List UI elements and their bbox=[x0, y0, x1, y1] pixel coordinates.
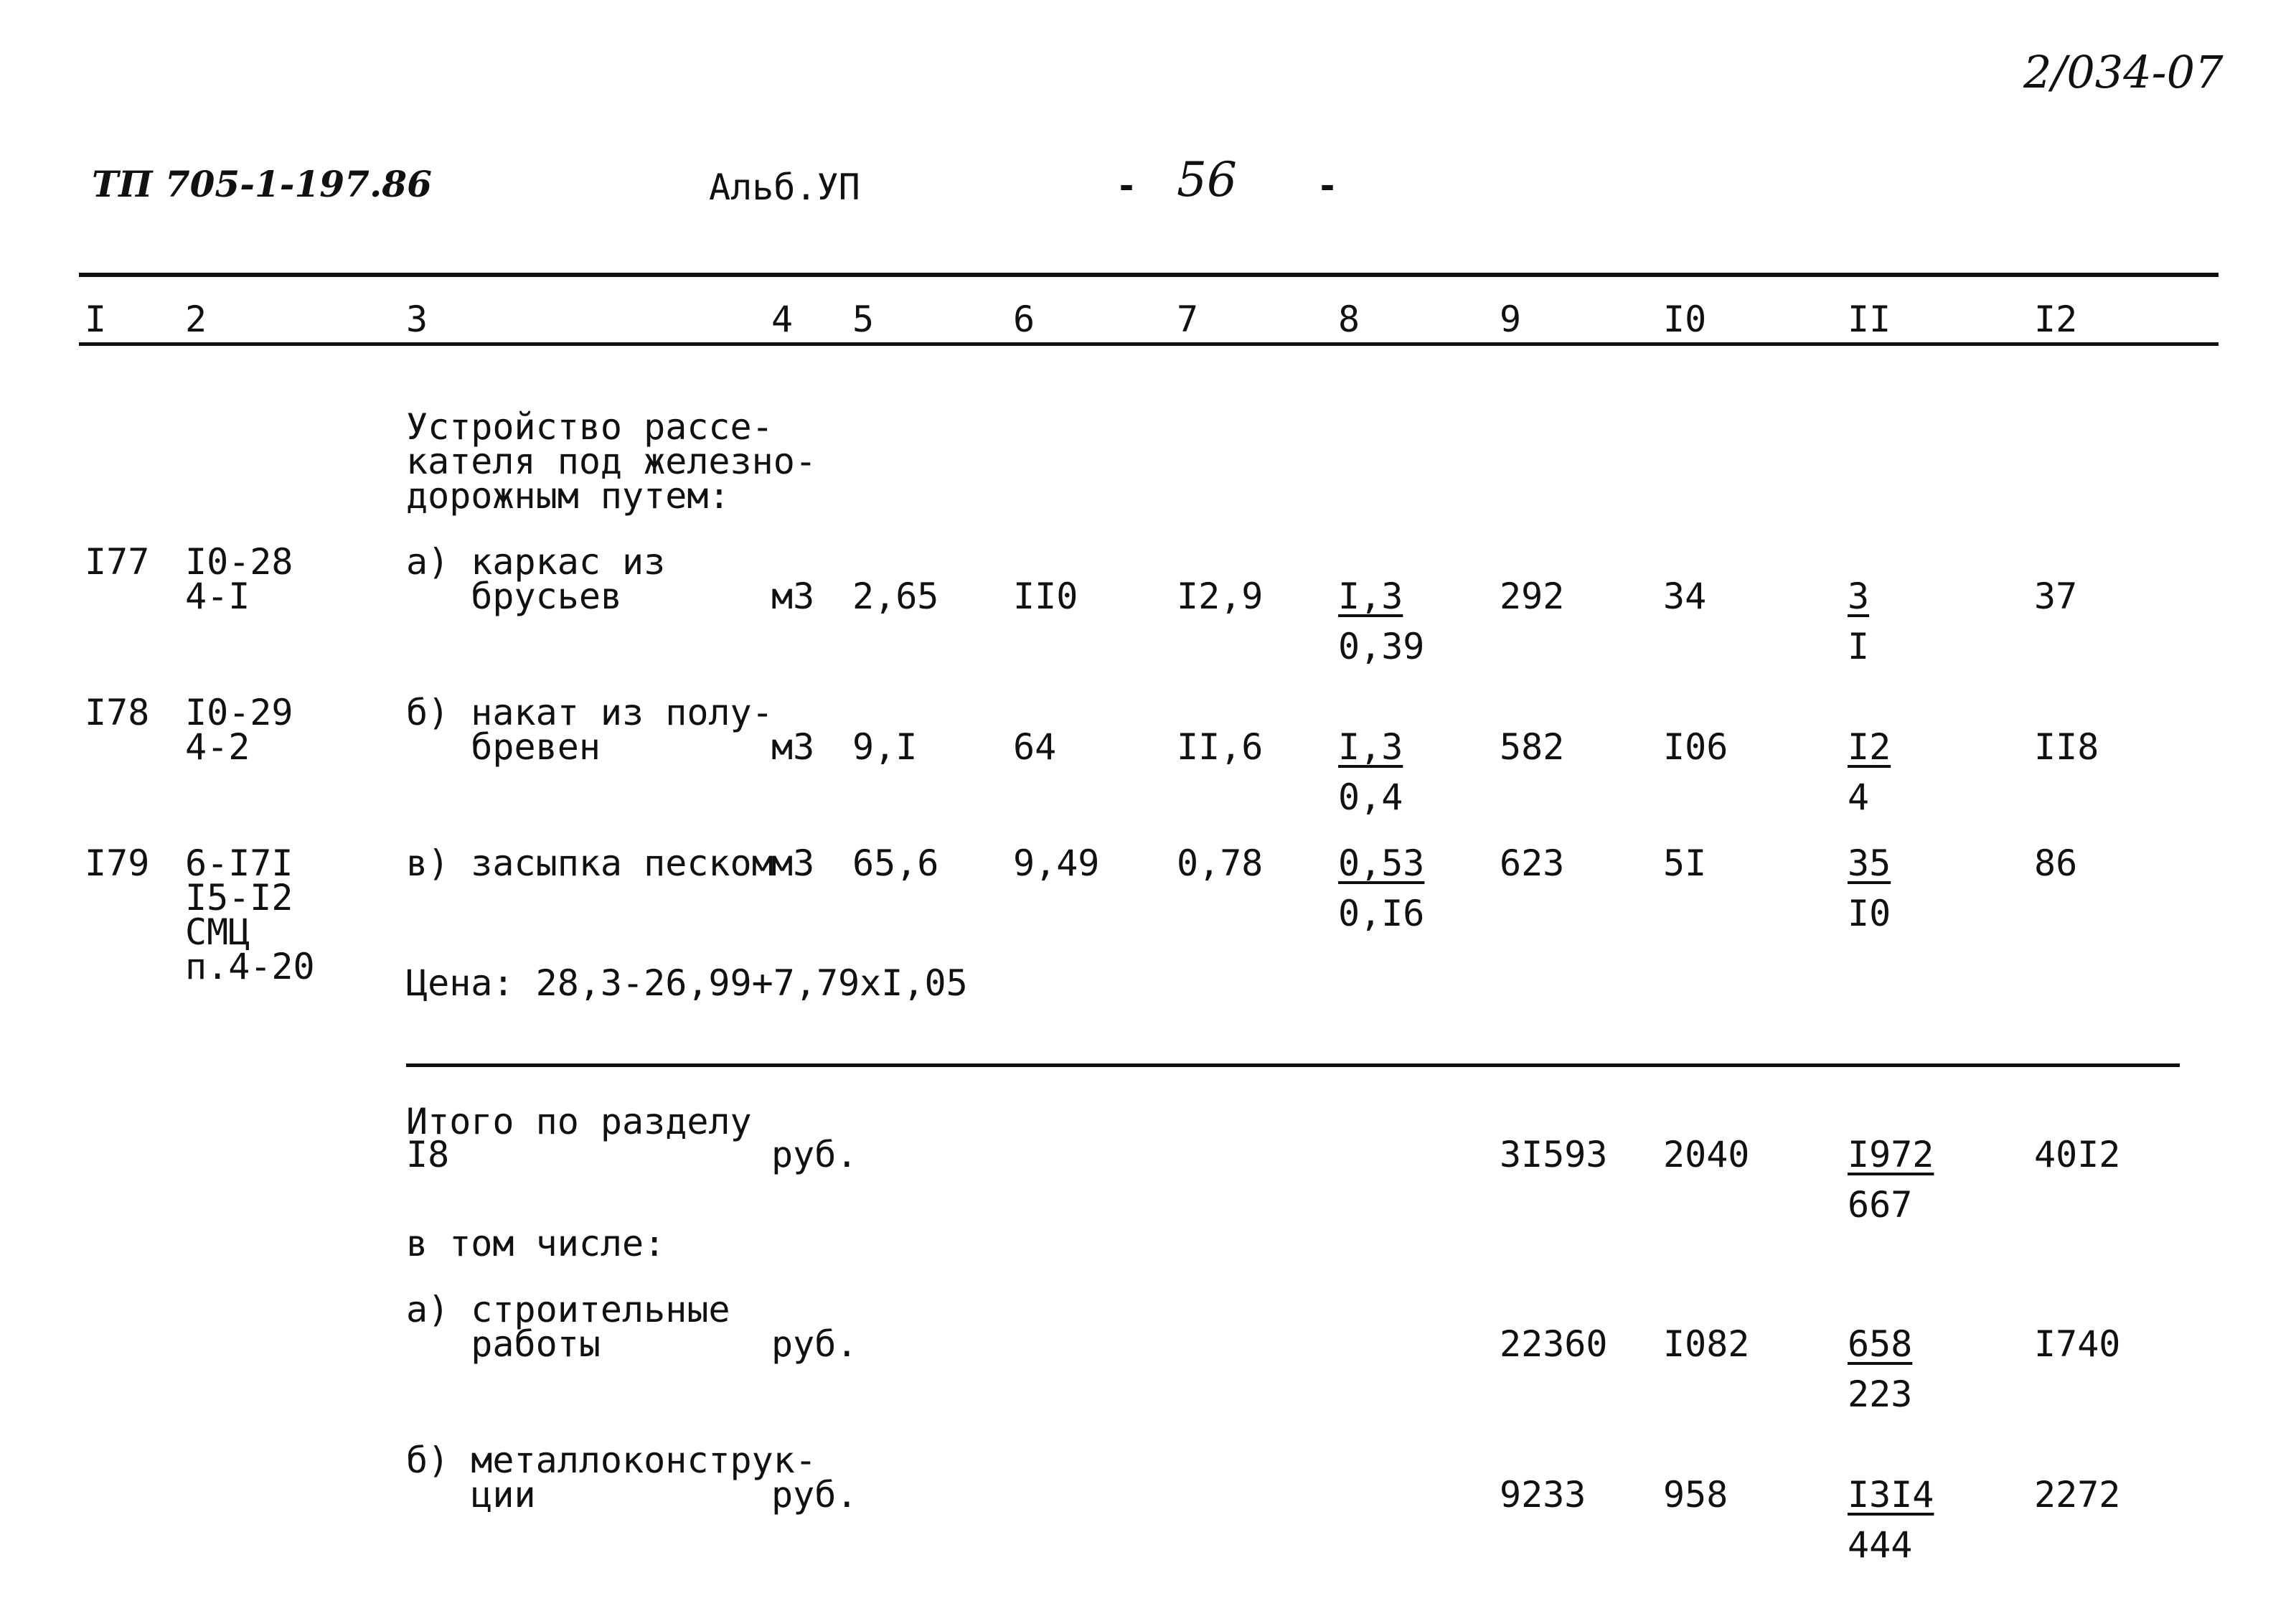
totals-item-description: ции bbox=[406, 1474, 536, 1516]
col-header-1: I bbox=[85, 299, 107, 340]
totals-col-12: 40I2 bbox=[2034, 1134, 2121, 1175]
row-col-10: I06 bbox=[1663, 726, 1728, 768]
row-col-12: II8 bbox=[2034, 726, 2099, 768]
totals-item-col-11-denominator: 223 bbox=[1848, 1373, 1913, 1415]
totals-item-col-10: I082 bbox=[1663, 1323, 1750, 1365]
row-number: I77 bbox=[85, 541, 150, 583]
row-col-10: 34 bbox=[1663, 576, 1707, 617]
table-top-rule bbox=[79, 273, 2219, 277]
col-header-5: 5 bbox=[852, 299, 875, 340]
row-unit: м3 bbox=[771, 576, 815, 617]
col-header-2: 2 bbox=[185, 299, 207, 340]
totals-item-unit: руб. bbox=[771, 1323, 858, 1365]
row-col-7: 0,78 bbox=[1177, 842, 1264, 884]
row-col-8-numerator: I,3 bbox=[1338, 576, 1403, 617]
row-col-11-numerator: 35 bbox=[1848, 842, 1891, 884]
row-col-9: 623 bbox=[1500, 842, 1565, 884]
col-header-9: 9 bbox=[1500, 299, 1522, 340]
row-col-10: 5I bbox=[1663, 842, 1707, 884]
col-header-11: II bbox=[1848, 299, 1891, 340]
totals-item-col-11-numerator: 658 bbox=[1848, 1323, 1913, 1365]
row-code: СМЦ bbox=[185, 911, 250, 953]
table-header-rule bbox=[79, 342, 2219, 346]
page-number: 56 bbox=[1177, 152, 1237, 207]
row-code: I0-28 bbox=[185, 541, 293, 583]
row-quantity: 2,65 bbox=[852, 576, 939, 617]
row-col-8-numerator: I,3 bbox=[1338, 726, 1403, 768]
row-col-11-numerator: I2 bbox=[1848, 726, 1891, 768]
col-header-10: I0 bbox=[1663, 299, 1707, 340]
row-col-6: 64 bbox=[1013, 726, 1057, 768]
row-code: I0-29 bbox=[185, 692, 293, 733]
section-title-line: дорожным путем: bbox=[406, 475, 730, 517]
col-header-3: 3 bbox=[406, 299, 428, 340]
album-label: Альб.УП bbox=[709, 166, 860, 208]
col-header-12: I2 bbox=[2034, 299, 2078, 340]
col-header-4: 4 bbox=[771, 299, 794, 340]
document-code: ТП 705-1-197.86 bbox=[92, 163, 432, 205]
row-unit: м3 bbox=[771, 726, 815, 768]
row-col-8-denominator: 0,I6 bbox=[1338, 893, 1425, 934]
row-col-9: 582 bbox=[1500, 726, 1565, 768]
row-col-11-denominator: 4 bbox=[1848, 776, 1870, 818]
row-code: 4-2 bbox=[185, 726, 250, 768]
row-description: а) каркас из bbox=[406, 541, 666, 583]
totals-item-col-11-denominator: 444 bbox=[1848, 1524, 1913, 1566]
archive-stamp: 2/034-07 bbox=[2023, 46, 2224, 98]
row-col-6: II0 bbox=[1013, 576, 1078, 617]
row-code: 6-I7I bbox=[185, 842, 293, 884]
row-quantity: 65,6 bbox=[852, 842, 939, 884]
totals-item-description: б) металлоконструк- bbox=[406, 1439, 817, 1481]
row-col-6: 9,49 bbox=[1013, 842, 1100, 884]
totals-col-9: 3I593 bbox=[1500, 1134, 1608, 1175]
row-col-12: 37 bbox=[2034, 576, 2078, 617]
price-note: Цена: 28,3-26,99+7,79хI,05 bbox=[406, 962, 968, 1004]
totals-unit: руб. bbox=[771, 1134, 858, 1175]
col-header-8: 8 bbox=[1338, 299, 1360, 340]
totals-item-col-11-numerator: I3I4 bbox=[1848, 1474, 1934, 1516]
section-title-line: Устройство рассе- bbox=[406, 406, 773, 448]
totals-item-description: а) строительные bbox=[406, 1289, 730, 1330]
row-col-8-denominator: 0,39 bbox=[1338, 626, 1425, 667]
totals-item-col-9: 9233 bbox=[1500, 1474, 1586, 1516]
row-col-11-denominator: I0 bbox=[1848, 893, 1891, 934]
totals-item-col-12: I740 bbox=[2034, 1323, 2121, 1365]
totals-col-11-denominator: 667 bbox=[1848, 1184, 1913, 1226]
including-label: в том числе: bbox=[406, 1223, 666, 1264]
col-header-6: 6 bbox=[1013, 299, 1035, 340]
row-code: 4-I bbox=[185, 576, 250, 617]
page-dash-left: - bbox=[1116, 165, 1138, 207]
row-description: в) засыпка песком bbox=[406, 842, 773, 884]
row-number: I79 bbox=[85, 842, 150, 884]
section-title-line: кателя под железно- bbox=[406, 441, 817, 482]
totals-col-11-numerator: I972 bbox=[1848, 1134, 1934, 1175]
col-header-7: 7 bbox=[1177, 299, 1199, 340]
row-col-8-numerator: 0,53 bbox=[1338, 842, 1425, 884]
row-col-9: 292 bbox=[1500, 576, 1565, 617]
totals-item-col-10: 958 bbox=[1663, 1474, 1728, 1516]
totals-item-col-12: 2272 bbox=[2034, 1474, 2121, 1516]
row-code: I5-I2 bbox=[185, 877, 293, 919]
totals-rule bbox=[406, 1063, 2180, 1067]
row-col-12: 86 bbox=[2034, 842, 2078, 884]
totals-item-description: работы bbox=[406, 1323, 601, 1365]
row-description: брусьев bbox=[406, 576, 623, 617]
row-number: I78 bbox=[85, 692, 150, 733]
row-quantity: 9,I bbox=[852, 726, 918, 768]
row-col-11-denominator: I bbox=[1848, 626, 1870, 667]
row-col-7: I2,9 bbox=[1177, 576, 1264, 617]
row-code: п.4-20 bbox=[185, 946, 315, 987]
row-col-7: II,6 bbox=[1177, 726, 1264, 768]
row-col-8-denominator: 0,4 bbox=[1338, 776, 1403, 818]
totals-title: I8 bbox=[406, 1134, 450, 1175]
totals-title: Итого по разделу bbox=[406, 1101, 752, 1142]
row-description: бревен bbox=[406, 726, 601, 768]
row-description: б) накат из полу- bbox=[406, 692, 773, 733]
row-col-11-numerator: 3 bbox=[1848, 576, 1870, 617]
totals-item-col-9: 22360 bbox=[1500, 1323, 1608, 1365]
row-unit: м3 bbox=[771, 842, 815, 884]
page-dash-right: - bbox=[1317, 165, 1339, 207]
totals-item-unit: руб. bbox=[771, 1474, 858, 1516]
totals-col-10: 2040 bbox=[1663, 1134, 1750, 1175]
